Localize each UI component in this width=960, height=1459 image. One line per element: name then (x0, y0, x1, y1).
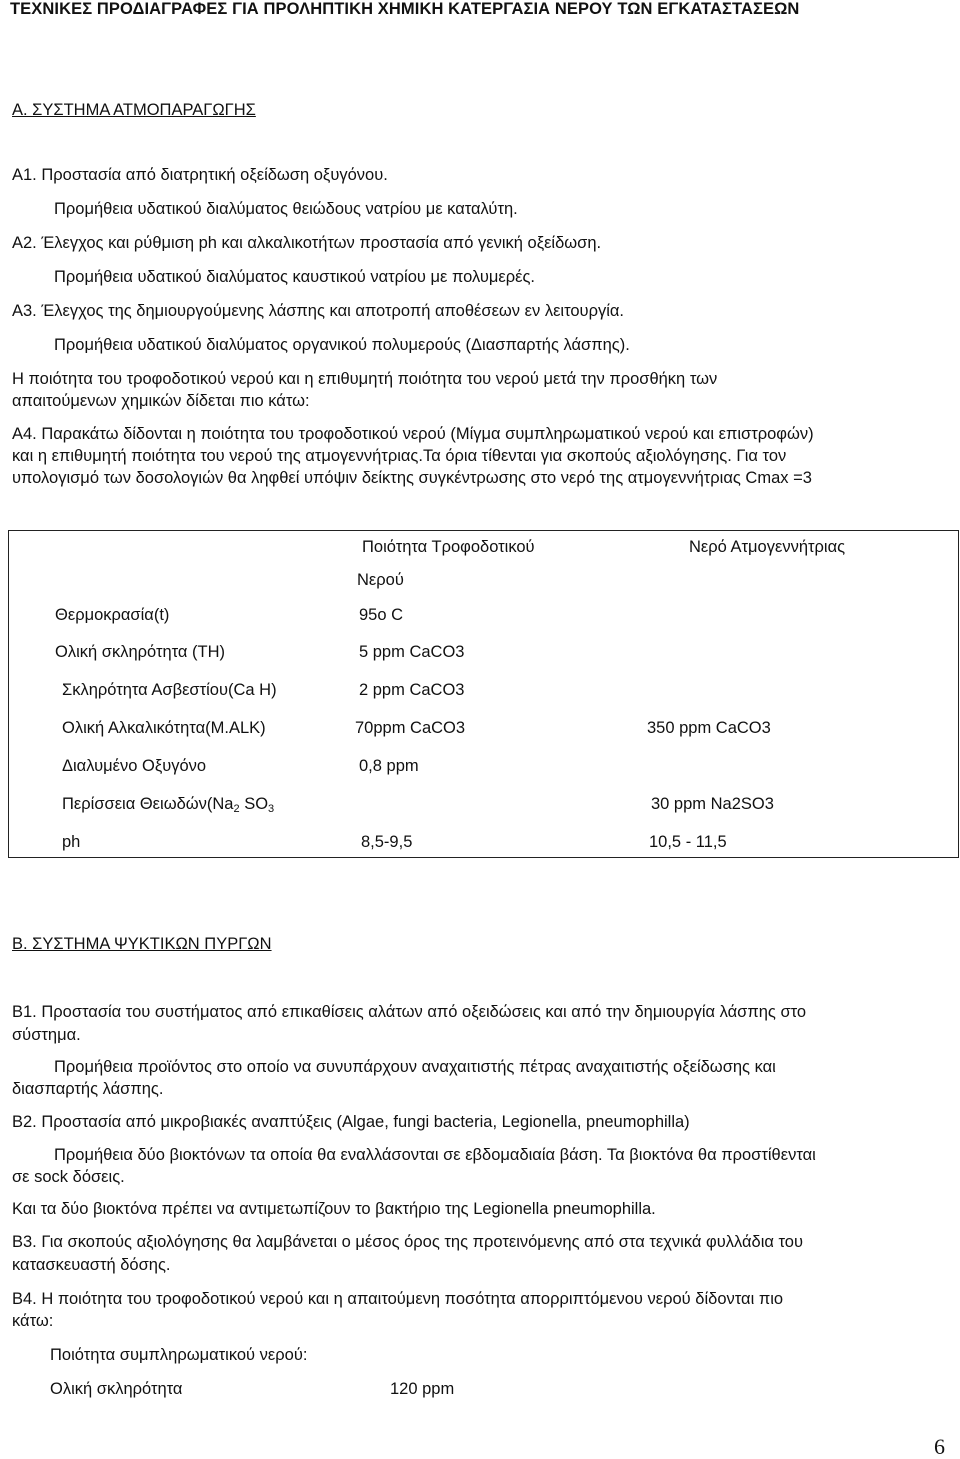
table-row-label: Ολική Αλκαλικότητα(M.ALK) (62, 719, 266, 737)
table-row-label: Σκληρότητα Ασβεστίου(Ca H) (62, 681, 277, 699)
document-header: ΤΕΧΝΙΚΕΣ ΠΡΟΔΙΑΓΡΑΦΕΣ ΓΙΑ ΠΡΟΛΗΠΤΙΚΗ ΧΗΜΙΚΗ ΚΑΤΕΡΓΑΣΙΑ ΝΕΡΟΥ ΤΩΝ ΕΓΚΑΤΑΣΤΑΣΕΩΝ (10, 0, 800, 18)
section-a-line: απαιτούμενων χημικών δίδεται πιο κάτω: (12, 392, 310, 410)
sulfite-label-mid: SO (239, 795, 269, 813)
table-row-label: Θερμοκρασία(t) (55, 606, 170, 624)
table-cell-feed: 8,5-9,5 (361, 833, 413, 851)
table-cell-feed: 0,8 ppm (359, 757, 419, 775)
table-cell-feed: 5 ppm CaCO3 (359, 643, 465, 661)
table-header-boiler: Νερό Ατμογεννήτριας (689, 538, 846, 556)
section-b-line: Β3. Για σκοπούς αξιολόγησης θα λαμβάνεται ο μέσος όρος της προτεινόμενης από στα τεχνικά φυλλάδια του (12, 1233, 803, 1251)
table-row-label (62, 794, 274, 814)
section-b-line: σε sock δόσεις. (12, 1168, 125, 1186)
section-b-line: κατασκευαστή δόσης. (12, 1256, 171, 1274)
table-cell-feed: 95ο C (359, 606, 404, 624)
page-number: 6 (934, 1434, 945, 1459)
section-b-line: Προμήθεια προϊόντος στο οποίο να συνυπάρχουν αναχαιτιστής πέτρας αναχαιτιστής οξείδωσης και (54, 1058, 776, 1076)
section-b-line: Β1. Προστασία του συστήματος από επικαθίσεις αλάτων από οξειδώσεις και από την δημιουργία λάσπης στο (12, 1003, 807, 1021)
section-b-line: διασπαρτής λάσπης. (12, 1080, 164, 1098)
table-cell-feed: 70ppm CaCO3 (355, 719, 466, 737)
table-row-label: ph (62, 833, 81, 851)
section-b-line: Β2. Προστασία από μικροβιακές αναπτύξεις (Algae, fungi bacteria, Legionella, pneumophilla) (12, 1113, 690, 1131)
section-a-line: Α1. Προστασία από διατρητική οξείδωση οξυγόνου. (12, 166, 388, 184)
section-a-line: και η επιθυμητή ποιότητα του νερού της ατμογεννήτριας.Τα όρια τίθενται για σκοπούς αξιολόγησης. Για τον (12, 447, 787, 465)
section-a-line: Α2. Έλεγχος και ρύθμιση ph και αλκαλικοτήτων προστασία από γενική οξείδωση. (12, 234, 602, 252)
table-header-feed-2: Νερού (357, 571, 404, 589)
section-b-line: Ποιότητα συμπληρωματικού νερού: (50, 1346, 308, 1364)
sulfite-sub-2: 2 (233, 803, 240, 815)
section-b-line: Και τα δύο βιοκτόνα πρέπει να αντιμετωπίζουν το βακτήριο της Legionella pneumophilla. (12, 1200, 656, 1218)
section-a-line: Προμήθεια υδατικού διαλύματος θειώδους νατρίου με καταλύτη. (54, 200, 518, 218)
section-a-line: υπολογισμό των δοσολογιών θα ληφθεί υπόψιν δείκτης συγκέντρωσης στο νερό της ατμογεννήτριας Cmax =3 (12, 469, 812, 487)
table-row-label: Ολική σκληρότητα (TH) (55, 643, 226, 661)
table-cell-feed: 2 ppm CaCO3 (359, 681, 465, 699)
section-a-title: Α. ΣΥΣΤΗΜΑ ΑΤΜΟΠΑΡΑΓΩΓΗΣ (12, 101, 256, 119)
section-b-title: Β. ΣΥΣΤΗΜΑ ΨΥΚΤΙΚΩΝ ΠΥΡΓΩΝ (12, 935, 272, 953)
table-cell-boiler: 10,5 - 11,5 (649, 833, 727, 851)
section-a-line: Προμήθεια υδατικού διαλύματος οργανικού πολυμερούς (Διασπαρτής λάσπης). (54, 336, 630, 354)
section-b-line: σύστημα. (12, 1026, 81, 1044)
section-a-line: Α4. Παρακάτω δίδονται η ποιότητα του τροφοδοτικού νερού (Μίγμα συμπληρωματικού νερού και επιστροφών) (12, 425, 814, 443)
table-cell-boiler: 350 ppm CaCO3 (647, 719, 771, 737)
sulfite-label-text: Περίσσεια Θειωδών(Na (62, 795, 234, 813)
section-b-line: κάτω: (12, 1312, 54, 1330)
section-a-line: Η ποιότητα του τροφοδοτικού νερού και η επιθυμητή ποιότητα του νερού μετά την προσθήκη των (12, 370, 718, 388)
section-a-line: Α3. Έλεγχος της δημιουργούμενης λάσπης και αποτροπή αποθέσεων εν λειτουργία. (12, 302, 625, 320)
table-cell-boiler: 30 ppm Na2SO3 (651, 795, 774, 813)
table-row-label: Διαλυμένο Οξυγόνο (62, 757, 207, 775)
section-b-line: Προμήθεια δύο βιοκτόνων τα οποία θα εναλλάσονται σε εβδομαδιαία βάση. Τα βιοκτόνα θα προστίθενται (54, 1146, 816, 1164)
sulfite-sub-3: 3 (268, 803, 275, 815)
section-a-line: Προμήθεια υδατικού διαλύματος καυστικού νατρίου με πολυμερές. (54, 268, 535, 286)
section-b-line: 120 ppm (390, 1380, 455, 1398)
section-b-line: Ολική σκληρότητα (50, 1380, 183, 1398)
section-b-line: Β4. Η ποιότητα του τροφοδοτικού νερού και η απαιτούμενη ποσότητα απορριπτόμενου νερού δίδονται πιο (12, 1290, 784, 1308)
table-header-feed: Ποιότητα Τροφοδοτικού (362, 538, 535, 556)
